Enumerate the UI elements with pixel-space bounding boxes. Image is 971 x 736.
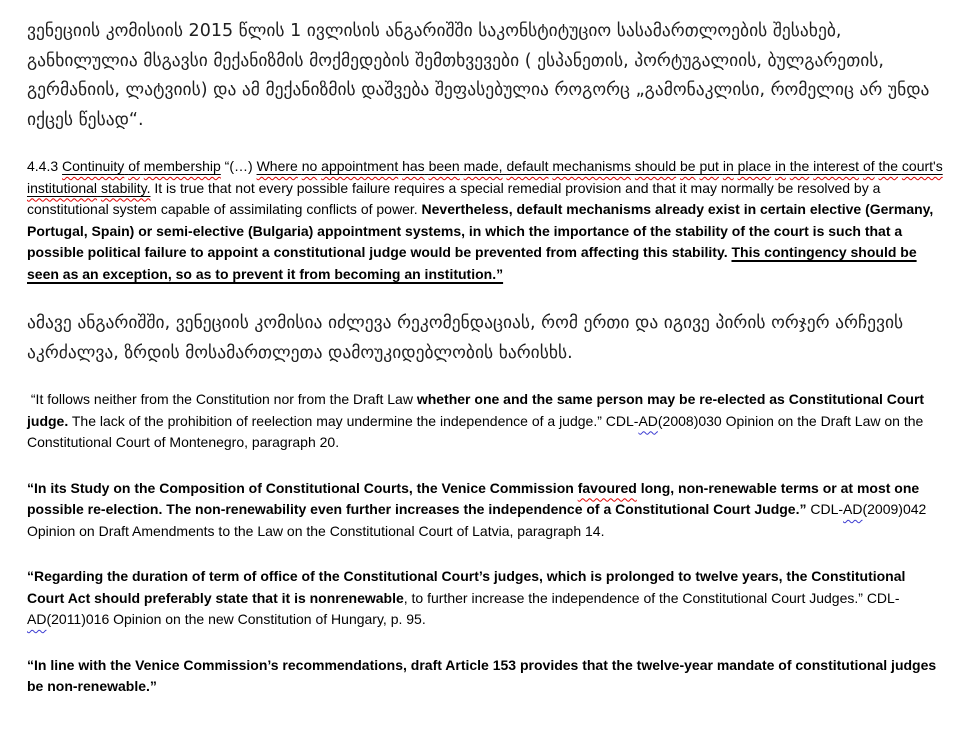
text-run: ვენეციის კომისიის 2015 წლის 1 ივლისის ანგარიშში საკონსტიტუციო სასამართლოების შესახებ, განხილულია მსგავსი მექანიზმის მოქმედების შემთხვევები ( ესპანეთის, პორტუგალიის, ბულგარეთის, გერმანიის, ლატვიის) და ამ მექანიზმის დაშვება შეფასებულია როგორც „გამონაკლისი, რომელიც არ უნდა იქცეს წესად“. bbox=[27, 21, 930, 130]
spellcheck-underline: appointment bbox=[321, 158, 399, 174]
text-run bbox=[638, 413, 657, 429]
text-run: “(…) bbox=[220, 158, 257, 174]
text-run: “It follows neither from the Constitution nor from the Draft Law bbox=[27, 391, 417, 407]
text-run: (2011)016 Opinion on the new Constitution of Hungary, p. 95. bbox=[46, 611, 426, 627]
spellcheck-underline: be bbox=[680, 158, 696, 174]
text-run: long, non-renewable terms or at most one possible re-election. The non-renewability even further increases the independence of a Constitutional Court Judge.” bbox=[27, 479, 920, 517]
text-run: (2009)042 Opinion on Draft Amendments to the Law on the Constitutional Court of Latvia, paragraph 14. bbox=[27, 501, 927, 539]
paragraph-7 bbox=[27, 655, 944, 698]
text-run: The lack of the prohibition of reelection may undermine the independence of a judge.” CDL- bbox=[68, 412, 639, 429]
paragraph-1 bbox=[27, 17, 944, 135]
spellcheck-underline: court's bbox=[901, 158, 943, 174]
spellcheck-underline: should bbox=[634, 158, 677, 174]
text-run: 4.4.3 bbox=[27, 158, 63, 174]
grammar-underline: AD bbox=[27, 611, 47, 627]
spellcheck-underline: no bbox=[301, 158, 318, 174]
spellcheck-underline: institutional bbox=[27, 179, 98, 196]
text-run bbox=[62, 158, 221, 174]
text-run: This contingency should be seen as an exception, so as to prevent it from becoming an institution.” bbox=[27, 244, 917, 282]
paragraph-2 bbox=[27, 156, 944, 285]
spellcheck-underline: interest bbox=[813, 158, 860, 174]
text-run bbox=[578, 480, 637, 496]
spellcheck-underline: stability. bbox=[100, 179, 151, 196]
spellcheck-underline: in bbox=[722, 158, 734, 174]
spellcheck-underline: favoured bbox=[577, 479, 637, 496]
grammar-underline: AD bbox=[843, 501, 863, 517]
spellcheck-underline: in bbox=[775, 158, 786, 174]
paragraph-4 bbox=[27, 389, 944, 454]
spellcheck-underline: has bbox=[402, 158, 425, 174]
spellcheck-underline: put bbox=[699, 158, 719, 174]
spellcheck-underline: mechanisms bbox=[552, 158, 631, 174]
text-run: CDL- bbox=[806, 501, 844, 517]
paragraph-6 bbox=[27, 566, 944, 631]
grammar-underline: AD bbox=[638, 412, 658, 429]
paragraph-5 bbox=[27, 478, 944, 543]
text-run: “Regarding the duration of term of office of the Constitutional Court’s judges, which is prolonged to twelve years, the Constitutional Court Act should preferably state that it is nonrenewable bbox=[27, 568, 906, 606]
text-run: “In its Study on the Composition of Constitutional Courts, the Venice Commission bbox=[27, 479, 578, 496]
text-run: “In line with the Venice Commission’s recommendations, draft Article 153 provides that the twelve-year mandate of constitutional judges be non-renewable.” bbox=[27, 656, 937, 694]
text-run bbox=[843, 501, 862, 517]
spellcheck-underline: Continuity bbox=[62, 158, 125, 174]
spellcheck-underline: membership bbox=[143, 158, 221, 174]
spellcheck-underline: of bbox=[128, 158, 140, 174]
text-run bbox=[27, 611, 46, 627]
spellcheck-underline: Where bbox=[256, 158, 298, 174]
paragraph-3 bbox=[27, 309, 944, 368]
text-run: (2008)030 Opinion on the Draft Law on the Constitutional Court of Montenegro, paragraph 20. bbox=[27, 412, 924, 450]
spellcheck-underline: default bbox=[506, 158, 549, 174]
spellcheck-underline: the bbox=[789, 158, 810, 174]
text-run: , to further increase the independence of the Constitutional Court Judges.” CDL- bbox=[403, 589, 900, 606]
text-run: Nevertheless, default mechanisms already exist in certain elective (Germany, Portugal, Spain) or semi-elective (Bulgaria) appointment systems, in which the importance of the stability of the court is such that a possible political failure to appoint a constitutional judge would be prevented from affecting this stability. bbox=[27, 201, 934, 260]
spellcheck-underline: place bbox=[737, 158, 772, 174]
text-run: It is true that not every possible failure requires a special remedial provision and that it may normally be resolved by a constitutional system capable of assimilating conflicts of power. bbox=[27, 179, 881, 217]
spellcheck-underline: the bbox=[878, 158, 899, 174]
spellcheck-underline: made, bbox=[463, 158, 503, 174]
spellcheck-underline: of bbox=[862, 158, 875, 174]
spellcheck-underline: been bbox=[428, 158, 460, 174]
text-run: whether one and the same person may be re-elected as Constitutional Court judge. bbox=[27, 391, 925, 429]
text-run: ამავე ანგარიშში, ვენეციის კომისია იძლევა რეკომენდაციას, რომ ერთი და იგივე პირის ორჯერ არჩევის აკრძალვა, ზრდის მოსამართლეთა დამოუკიდებლობის ხარისხს. bbox=[27, 313, 904, 363]
